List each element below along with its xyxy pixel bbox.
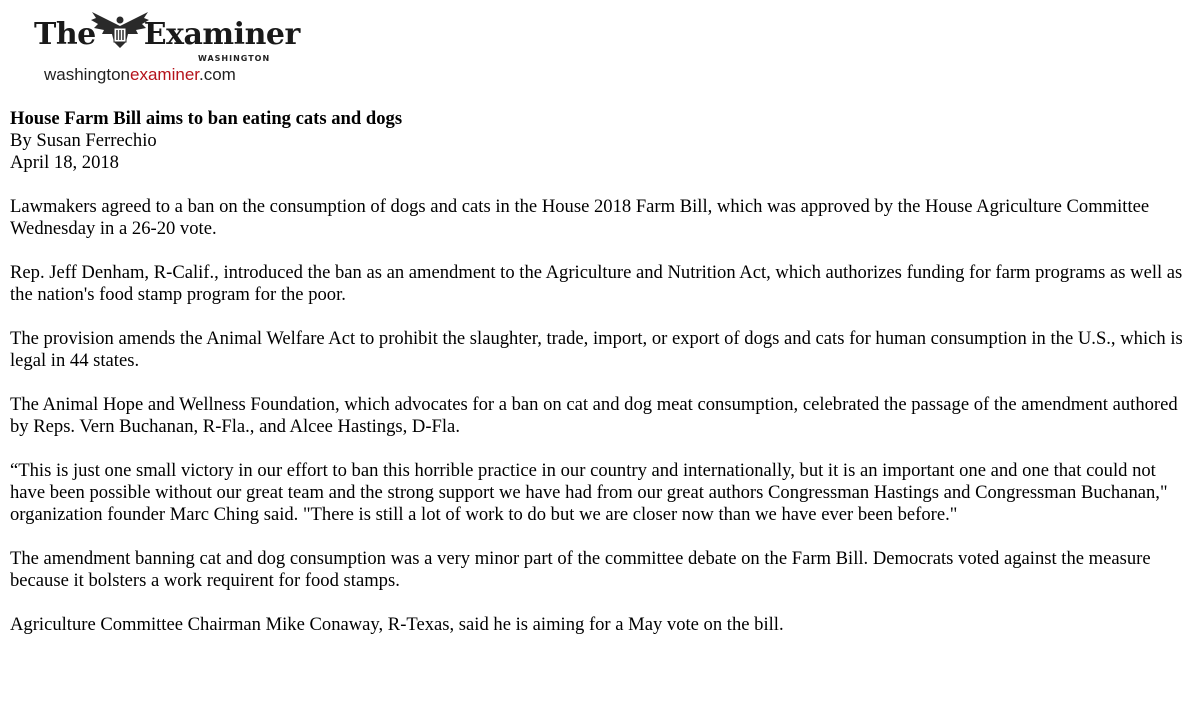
masthead-title: [34, 17, 300, 52]
article-paragraph: Agriculture Committee Chairman Mike Conaway, R-Texas, said he is aiming for a May vote on the bill.: [10, 614, 784, 635]
url-prefix: washington: [44, 65, 131, 84]
url-accent: examiner: [130, 65, 199, 84]
article-paragraph: Rep. Jeff Denham, R-Calif., introduced the ban as an amendment to the Agriculture and Nutrition Act, which authorizes funding for farm programs as well as the nation's food stamp program for the poor.: [10, 262, 1183, 305]
article-paragraph: The provision amends the Animal Welfare Act to prohibit the slaughter, trade, import, or export of dogs and cats for human consumption in the U.S., which is legal in 44 states.: [10, 328, 1183, 371]
article-paragraph: Lawmakers agreed to a ban on the consumption of dogs and cats in the House 2018 Farm Bill, which was approved by the House Agriculture Committee Wednesday in a 26-20 vote.: [10, 196, 1150, 239]
article-paragraph: The amendment banning cat and dog consumption was a very minor part of the committee debate on the Farm Bill. Democrats voted against the measure because it bolsters a work requirent for food stamps.: [10, 548, 1151, 591]
masthead-name: Examiner: [143, 17, 300, 52]
article-paragraph: The Animal Hope and Wellness Foundation, which advocates for a ban on cat and dog meat consumption, celebrated the passage of the amendment authored by Reps. Vern Buchanan, R-Fla., and Alcee Hastings, D-Fla.: [10, 394, 1178, 437]
masthead-the: The: [34, 17, 96, 52]
masthead-edition: WASHINGTON: [198, 54, 271, 63]
article-date: April 18, 2018: [10, 152, 119, 173]
article-paragraph: “This is just one small victory in our effort to ban this horrible practice in our country and internationally, but it is an important one and one that could not have been possible without our great team and the strong support we have had from our great authors Congressman Hastings and Congressman Buchanan," organization founder Marc Ching said. "There is still a lot of work to do but we are closer now than we have ever been before.": [10, 460, 1168, 525]
article-meta: [10, 108, 1192, 174]
masthead-logo: [22, 8, 300, 86]
masthead-url: [44, 65, 236, 85]
article-byline: By Susan Ferrechio: [10, 130, 157, 151]
article-headline: House Farm Bill aims to ban eating cats and dogs: [10, 108, 403, 129]
article: [10, 108, 1192, 658]
url-suffix: .com: [199, 65, 236, 84]
